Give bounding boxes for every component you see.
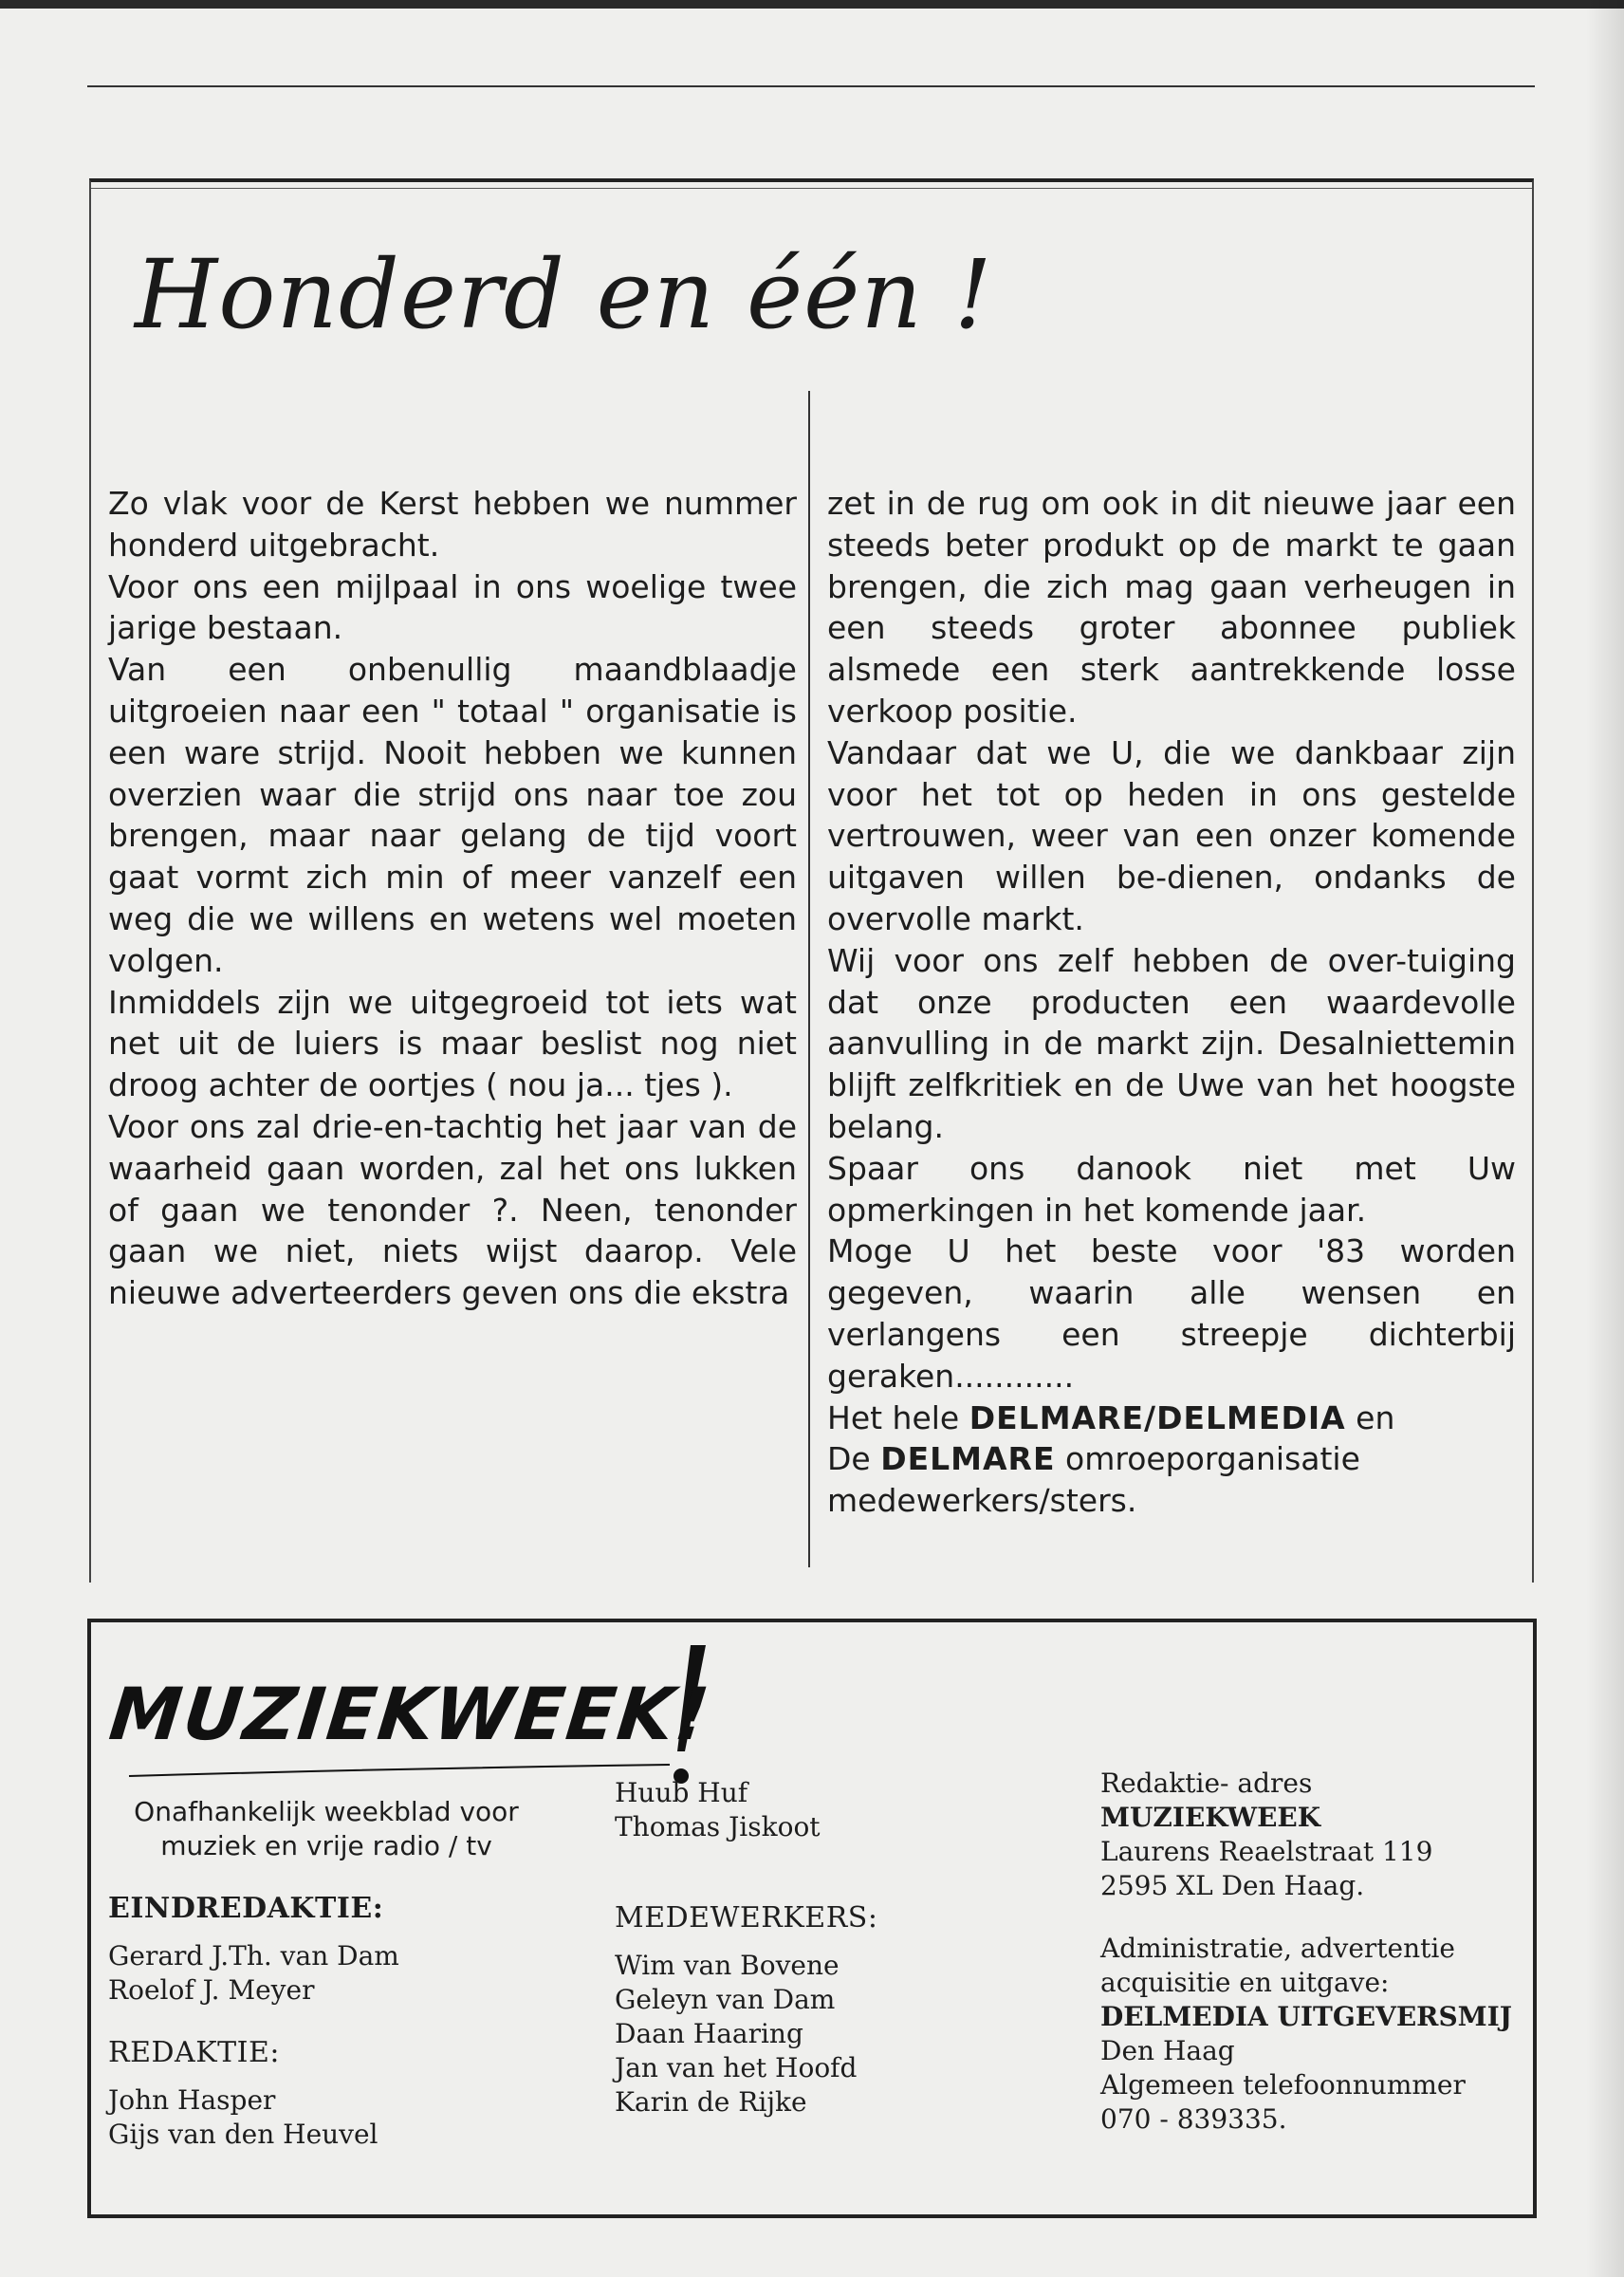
signoff-org: DELMARE/DELMEDIA <box>969 1398 1346 1436</box>
masthead-tagline: Onafhankelijk weekblad voor muziek en vrije radio / tv <box>134 1796 519 1861</box>
spacer <box>615 1844 975 1873</box>
paragraph: Wij voor ons zelf hebben de over-tuiging dat onze producten een waardevolle aanvulling in de markt zijn. Desalniettemin blijft zelfkritiek en de Uwe van het hoogste belang. <box>827 941 1516 1145</box>
paragraph: Spaar ons danook niet met Uw opmerkingen in het komende jaar. <box>827 1149 1516 1229</box>
article-headline: Honderd en één ! <box>135 239 993 350</box>
paragraph: Vandaar dat we U, die we dankbaar zijn voor het tot op heden in ons gestelde vertrouwen, weer van een onzer komende uitgaven willen be-dienen, ondanks de overvolle markt. <box>827 733 1516 937</box>
publisher-city: Den Haag <box>1100 2035 1235 2066</box>
staff-name: Thomas Jiskoot <box>615 1811 821 1842</box>
redaktie-heading: REDAKTIE: <box>108 2036 280 2069</box>
masthead-column-right <box>1100 1767 1537 2137</box>
spacer <box>1100 1903 1537 1932</box>
page-edge-shadow <box>1586 0 1624 2277</box>
header-rule <box>87 85 1535 87</box>
publisher-name: DELMEDIA UITGEVERSMIJ <box>1100 2001 1512 2032</box>
address-city: 2595 XL Den Haag. <box>1100 1870 1365 1901</box>
paragraph: Voor ons zal drie-en-tachtig het jaar van de waarheid gaan worden, zal het ons lukken of gaan we tenonder ?. Neen, tenonder gaan we niet, niets wijst daarop. Vele nieuwe adverteerders geven ons die ekstra <box>108 1107 797 1312</box>
signoff-text: omroeporganisatie <box>1065 1440 1360 1478</box>
signoff-line-3: medewerkers/sters. <box>827 1482 1137 1520</box>
address-name: MUZIEKWEEK <box>1100 1802 1321 1833</box>
staff-name: Geleyn van Dam <box>615 1984 836 2015</box>
phone-number: 070 - 839335. <box>1100 2103 1287 2135</box>
address-street: Laurens Reaelstraat 119 <box>1100 1836 1433 1867</box>
administratie-label: acquisitie en uitgave: <box>1100 1967 1390 1998</box>
signoff-org: DELMARE <box>880 1440 1056 1478</box>
article-top-rule <box>91 188 1532 189</box>
masthead-column-left <box>108 1795 563 2152</box>
administratie-label: Administratie, advertentie <box>1100 1933 1455 1964</box>
paragraph: Voor ons een mijlpaal in ons woelige twee jarige bestaan. <box>108 567 797 647</box>
colophon <box>87 1619 1537 2218</box>
staff-name: Gerard J.Th. van Dam <box>108 1940 399 1972</box>
medewerkers-heading: MEDEWERKERS: <box>615 1901 878 1935</box>
staff-name: Huub Huf <box>615 1777 748 1808</box>
masthead-logo-text: MUZIEKWEEK! <box>105 1672 715 1756</box>
staff-name: Karin de Rijke <box>615 2086 807 2118</box>
masthead-column-middle <box>615 1776 975 2120</box>
paragraph: Inmiddels zijn we uitgegroeid tot iets wat net uit de luiers is maar beslist nog niet droog achter de oortjes ( nou ja... tjes ). <box>108 983 797 1104</box>
staff-name: Gijs van den Heuvel <box>108 2119 378 2150</box>
address-label: Redaktie- adres <box>1100 1768 1313 1799</box>
signoff-text: Het hele <box>827 1398 960 1436</box>
eindredaktie-heading: EINDREDAKTIE: <box>108 1892 384 1925</box>
page-top-edge <box>0 0 1624 9</box>
article-right-column <box>827 483 1516 1522</box>
paragraph: Moge U het beste voor '83 worden gegeven, waarin alle wensen en verlangens een streepje dichterbij geraken............ <box>827 1232 1516 1395</box>
staff-name: Jan van het Hoofd <box>615 2052 858 2083</box>
staff-name: John Hasper <box>108 2084 276 2116</box>
signoff-line-1 <box>827 1398 1516 1439</box>
phone-label: Algemeen telefoonnummer <box>1100 2069 1466 2101</box>
signoff-text: en <box>1356 1398 1395 1436</box>
staff-name: Roelof J. Meyer <box>108 1974 315 2006</box>
signoff-text: De <box>827 1440 871 1478</box>
signoff-line-2 <box>827 1438 1516 1480</box>
column-divider <box>808 391 810 1567</box>
paragraph: Van een onbenullig maandblaadje uitgroeien naar een " totaal " organisatie is een ware strijd. Nooit hebben we kunnen overzien waar die strijd ons naar toe zou brengen, maar naar gelang de tijd voort gaat vormt zich min of meer vanzelf een weg die we willens en wetens wel moeten volgen. <box>108 651 797 979</box>
staff-name: Wim van Bovene <box>615 1950 840 1981</box>
article-left-column <box>108 483 797 1314</box>
paragraph: Zo vlak voor de Kerst hebben we nummer honderd uitgebracht. <box>108 485 797 564</box>
article <box>89 178 1534 1583</box>
staff-name: Daan Haaring <box>615 2018 803 2049</box>
paragraph: zet in de rug om ook in dit nieuwe jaar een steeds beter produkt op de markt te gaan brengen, die zich mag gaan verheugen in een steeds groter abonnee publiek alsmede een sterk aantrekkende losse verkoop positie. <box>827 485 1516 730</box>
